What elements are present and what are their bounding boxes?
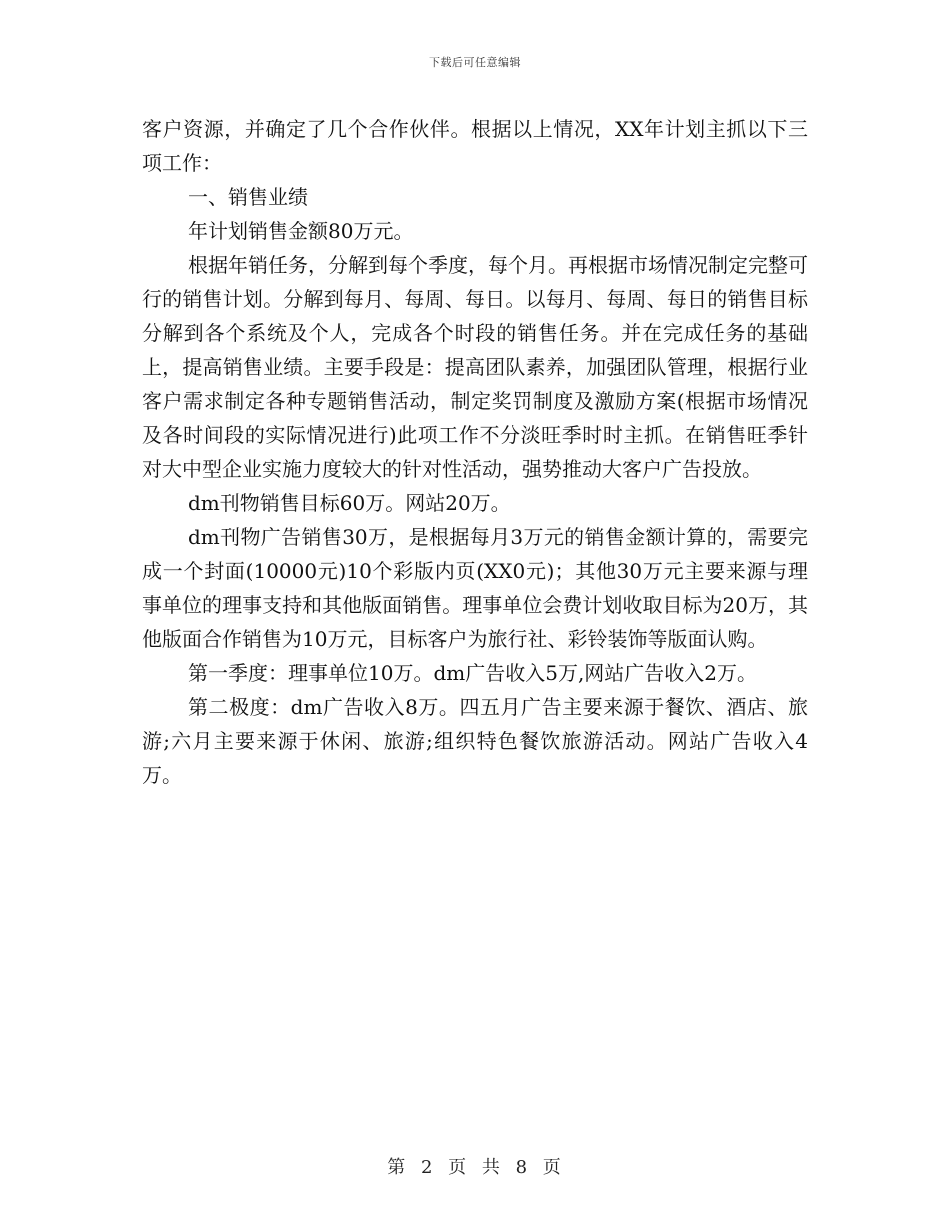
paragraph-q2: 第二极度：dm广告收入8万。四五月广告主要来源于餐饮、酒店、旅游;六月主要来源于休闲、旅游;组织特色餐饮旅游活动。网站广告收入4万。 (142, 695, 808, 787)
section-heading-sales-performance: 一、销售业绩 (188, 185, 308, 209)
paragraph-continuation: 客户资源，并确定了几个合作伙伴。根据以上情况，XX年计划主抓以下三项工作： (142, 117, 808, 175)
document-body (142, 112, 808, 792)
paragraph-q1: 第一季度：理事单位10万。dm广告收入5万,网站广告收入2万。 (188, 661, 758, 685)
paragraph-annual-target: 年计划销售金额80万元。 (188, 219, 414, 243)
page-header: 下载后可任意编辑 (429, 56, 521, 69)
paragraph-sales-plan: 根据年销任务，分解到每个季度，每个月。再根据市场情况制定完整可行的销售计划。分解到每月、每周、每日。以每月、每周、每日的销售目标分解到各个系统及个人，完成各个时段的销售任务。并在完成任务的基础上，提高销售业绩。主要手段是：提高团队素养，加强团队管理，根据行业客户需求制定各种专题销售活动，制定奖罚制度及激励方案(根据市场情况及各时间段的实际情况进行)此项工作不分淡旺季时时主抓。在销售旺季针对大中型企业实施力度较大的针对性活动，强势推动大客户广告投放。 (142, 253, 808, 481)
paragraph-dm-ad-sales: dm刊物广告销售30万，是根据每月3万元的销售金额计算的，需要完成一个封面(10000元)10个彩版内页(XX0元)；其他30万元主要来源与理事单位的理事支持和其他版面销售。理事单位会费计划收取目标为20万，其他版面合作销售为10万元，目标客户为旅行社、彩铃装饰等版面认购。 (142, 525, 808, 651)
page-number: 第 2 页 共 8 页 (387, 1157, 563, 1178)
paragraph-dm-website-target: dm刊物销售目标60万。网站20万。 (188, 491, 511, 515)
